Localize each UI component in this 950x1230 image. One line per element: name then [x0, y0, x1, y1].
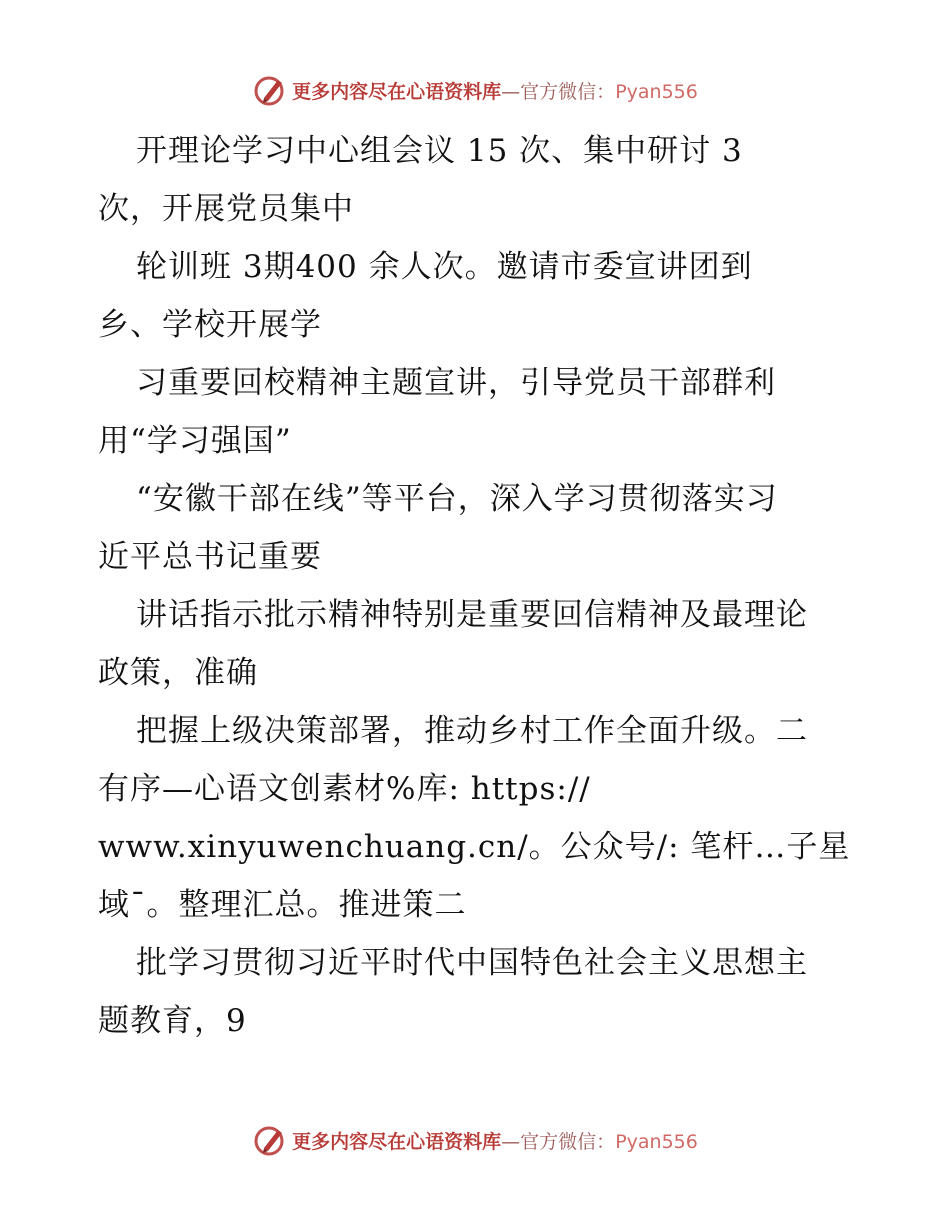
body-text-line: 近平总书记重要: [98, 539, 322, 575]
body-text-line: 讲话指示批示精神特别是重要回信精神及最理论: [136, 597, 808, 633]
body-text-line: 轮训班 3期400 余人次。邀请市委宣讲团到: [136, 249, 753, 285]
footer-watermark-banner: [0, 1120, 950, 1160]
banner-dash: —: [501, 80, 521, 103]
body-text-line: 批学习贯彻习近平时代中国特色社会主义思想主: [136, 945, 808, 981]
body-text-line: 域¯。整理汇总。推进策二: [98, 887, 467, 923]
body-text-line: 题教育，9: [98, 1003, 247, 1039]
body-text-line: 次，开展党员集中: [98, 191, 354, 227]
body-text-line: 把握上级决策部署，推动乡村工作全面升级。二: [136, 713, 808, 749]
body-text-line: 政策，准确: [98, 655, 258, 691]
body-text-line: 用“学习强国”: [98, 423, 292, 459]
banner-wechat-label: 官方微信：: [520, 80, 616, 103]
body-text-line: 乡、学校开展学: [98, 307, 322, 343]
body-text-line: 有序—心语文创素材%库: https://: [98, 771, 591, 807]
banner-wechat-id: Pyan556: [615, 1130, 698, 1153]
body-text-line: 开理论学习中心组会议 15 次、集中研讨 3: [136, 133, 743, 169]
banner-brand: 更多内容尽在心语资料库: [292, 1130, 502, 1153]
body-text-line: 习重要回校精神主题宣讲，引导党员干部群利: [136, 365, 776, 401]
body-text-line: “安徽干部在线”等平台，深入学习贯彻落实习: [136, 481, 778, 517]
document-body: [98, 122, 868, 1050]
banner-dash: —: [501, 1130, 521, 1153]
banner-text: [292, 1127, 698, 1154]
banner-wechat-label: 官方微信：: [520, 1130, 616, 1153]
header-watermark-banner: [0, 70, 950, 110]
banner-text: [292, 77, 698, 104]
pen-logo-icon: [252, 72, 288, 108]
banner-brand: 更多内容尽在心语资料库: [292, 80, 502, 103]
banner-wechat-id: Pyan556: [615, 80, 698, 103]
body-text-line: www.xinyuwenchuang.cn/。公众号/: 笔杆…子星: [98, 829, 851, 865]
pen-logo-icon: [252, 1122, 288, 1158]
